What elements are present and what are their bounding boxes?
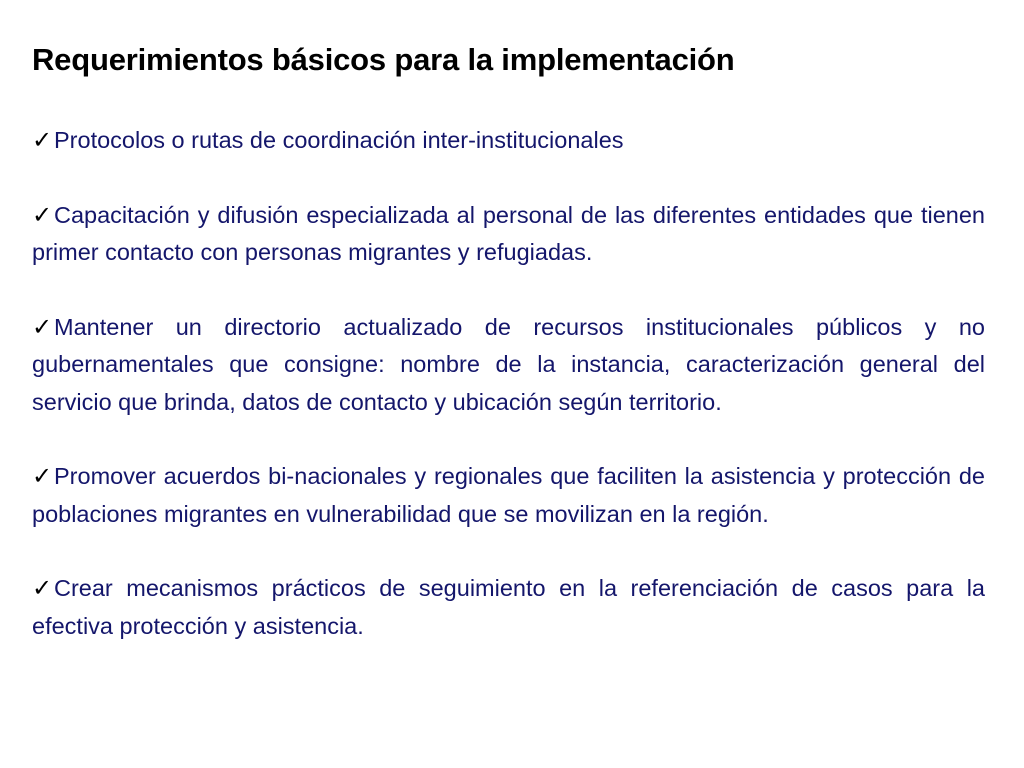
bullet-item xyxy=(32,458,985,533)
slide xyxy=(32,40,985,760)
bullet-item xyxy=(32,570,985,645)
check-icon: ✓ xyxy=(32,574,53,602)
check-icon: ✓ xyxy=(32,200,53,229)
bullet-text: Promover acuerdos bi-nacionales y regionales que faciliten la asistencia y protección de poblaciones migrantes en vulnerabilidad que se movilizan en la región. xyxy=(32,463,985,527)
bullet-item xyxy=(32,122,985,160)
slide-title: Requerimientos básicos para la implementación xyxy=(32,42,735,77)
bullet-text: Protocolos o rutas de coordinación inter-institucionales xyxy=(54,127,624,153)
bullet-text: Crear mecanismos prácticos de seguimiento en la referenciación de casos para la efectiva protección y asistencia. xyxy=(32,575,985,639)
check-icon: ✓ xyxy=(32,126,53,154)
bullet-list xyxy=(32,122,985,645)
bullet-text: Mantener un directorio actualizado de recursos institucionales públicos y no gubernamentales que consigne: nombre de la instancia, caracterización general del servicio que brinda, datos de contacto y ubicación según territorio. xyxy=(32,313,985,415)
check-icon: ✓ xyxy=(32,462,53,490)
bullet-text: Capacitación y difusión especializada al personal de las diferentes entidades que tienen primer contacto con personas migrantes y refugiadas. xyxy=(32,201,985,265)
bullet-item xyxy=(32,309,985,422)
bullet-item xyxy=(32,197,985,272)
check-icon: ✓ xyxy=(32,312,53,341)
